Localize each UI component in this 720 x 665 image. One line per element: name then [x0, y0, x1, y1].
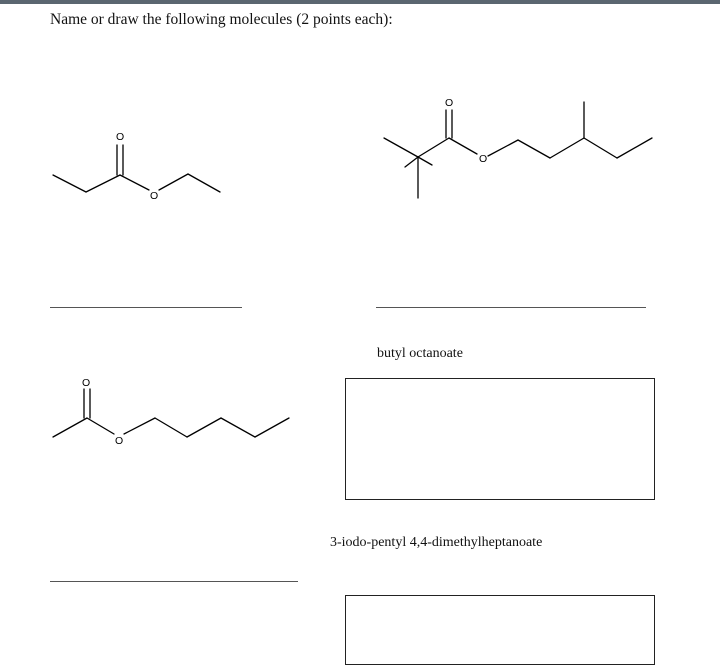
ester-oxygen-label: O	[150, 190, 159, 202]
ester-oxygen-label: O	[115, 435, 124, 447]
question-4-name: butyl octanoate	[377, 346, 463, 361]
carbonyl-oxygen-label: O	[82, 377, 91, 389]
top-bar	[0, 0, 720, 4]
molecule-3-structure	[40, 370, 300, 460]
question-5-name: 3-iodo-pentyl 4,4-dimethylheptanoate	[330, 535, 543, 550]
answer-line-1[interactable]	[50, 307, 242, 308]
carbonyl-oxygen-label: O	[116, 131, 125, 143]
drawing-box-question-5[interactable]	[345, 595, 655, 665]
ester-oxygen-label: O	[479, 153, 488, 165]
instructions-text: Name or draw the following molecules (2 points each):	[50, 11, 393, 28]
drawing-box-question-4[interactable]	[345, 378, 655, 500]
carbonyl-oxygen-label: O	[445, 97, 454, 109]
molecule-2-structure	[370, 90, 660, 205]
molecule-1-structure	[40, 120, 240, 220]
answer-line-2[interactable]	[376, 307, 646, 308]
answer-line-3[interactable]	[50, 581, 298, 582]
